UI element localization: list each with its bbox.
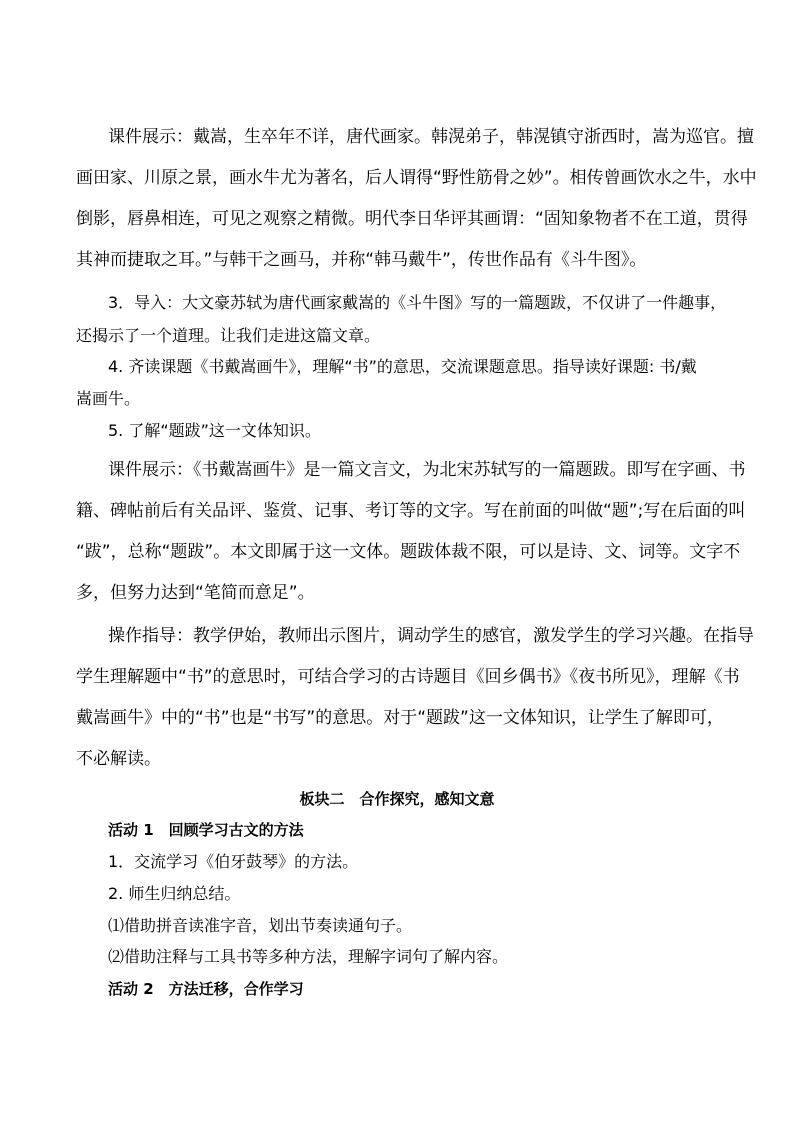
text-line: 多，但努力达到“笔简而意足”。 — [76, 583, 315, 603]
text-line: 课件展示：《书戴嵩画牛》是一篇文言文，为北宋苏轼写的一篇题跋。即写在字画、书 — [108, 460, 746, 480]
text-line: 戴嵩画牛》中的“书”也是“书写”的意思。对于“题跋”这一文体知识，让学生了解即可， — [76, 708, 724, 728]
activity-title: 活动 2 方法迁移，合作学习 — [108, 980, 304, 998]
text-line: 还揭示了一个道理。让我们走进这篇文章。 — [76, 326, 381, 345]
activity-title: 活动 1 回顾学习古文的方法 — [108, 821, 304, 839]
text-line: 籍、碑帖前后有关品评、鉴赏、记事、考订等的文字。写在前面的叫做“题”;写在后面的叫 — [76, 501, 746, 521]
text-line: 其神而捷取之耳。”与韩干之画马，并称“韩马戴牛”，传世作品有《斗牛图》。 — [76, 250, 647, 270]
text-line: 5. 了解“题跋”这一文体知识。 — [108, 421, 321, 440]
list-item: ⑵借助注释与工具书等多种方法，理解字词句了解内容。 — [108, 947, 509, 966]
text-line: 3．导入：大文豪苏轼为唐代画家戴嵩的《斗牛图》写的一篇题跋，不仅讲了一件趣事， — [108, 293, 727, 312]
section-heading: 板块二 合作探究，感知文意 — [299, 790, 495, 808]
list-item: 1．交流学习《伯牙鼓琴》的方法。 — [108, 852, 359, 871]
text-line: 不必解读。 — [76, 749, 161, 769]
list-item: 2. 师生归纳总结。 — [108, 884, 241, 903]
text-line: 4. 齐读课题《书戴嵩画牛》，理解“书”的意思，交流课题意思。指导读好课题: 书/戴 — [108, 357, 697, 376]
text-line: 学生理解题中“书”的意思时，可结合学习的古诗题目《回乡偶书》《夜书所见》，理解《书 — [76, 667, 740, 687]
text-line: 课件展示：戴嵩，生卒年不详，唐代画家。韩滉弟子，韩滉镇守浙西时，嵩为巡官。擅 — [108, 127, 754, 147]
text-line: 操作指导：教学伊始，教师出示图片，调动学生的感官，激发学生的学习兴趣。在指导 — [108, 626, 754, 646]
text-line: “跋”，总称“题跋”。本文即属于这一文体。题跋体裁不限，可以是诗、文、词等。文字不 — [76, 542, 741, 562]
list-item: ⑴借助拼音读准字音，划出节奏读通句子。 — [108, 916, 413, 935]
text-line: 嵩画牛。 — [76, 389, 141, 408]
text-line: 倒影，唇鼻相连，可见之观察之精微。明代李日华评其画谓：“固知象物者不在工道，贯得 — [76, 209, 748, 229]
text-line: 画田家、川原之景，画水牛尤为著名，后人谓得“野性筋骨之妙”。相传曾画饮水之牛，水中 — [76, 168, 757, 188]
